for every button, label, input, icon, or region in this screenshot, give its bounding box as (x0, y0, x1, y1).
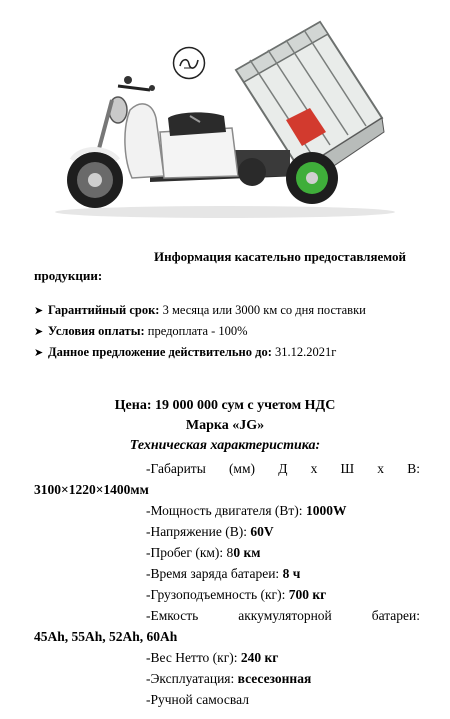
list-item: ➤ Условия оплаты: предоплата - 100% (34, 321, 434, 342)
rear-wheel (286, 152, 338, 204)
info-heading-line2: продукции: (34, 268, 103, 283)
brand-logo-icon (172, 46, 206, 80)
spec-net-weight: -Вес Нетто (кг): 240 кг (146, 650, 279, 665)
brand-line: Марка «JG» (185, 418, 265, 433)
list-item: ➤ Данное предложение действительно до: 31.12.2021г (34, 342, 434, 363)
arrow-bullet-icon: ➤ (34, 347, 44, 359)
price-line: Цена: 19 000 000 сум с учетом НДС (114, 398, 336, 413)
spec-dump: -Ручной самосвал (146, 692, 249, 707)
arrow-bullet-icon: ➤ (34, 305, 44, 317)
spec-battery: -Емкость аккумуляторной батареи: (146, 608, 420, 623)
spec-load-capacity: -Грузоподъемность (кг): 700 кг (146, 587, 327, 602)
spec-voltage: -Напряжение (В): 60V (146, 524, 274, 539)
front-body (125, 104, 238, 178)
conditions-list (34, 300, 434, 363)
list-item: ➤ Гарантийный срок: 3 месяца или 3000 км со дня поставки (34, 300, 434, 321)
spec-list (34, 458, 420, 710)
spec-dimensions: -Габариты (мм) Д х Ш х В: (146, 461, 420, 476)
tech-spec-heading: Техническая характеристика: (129, 438, 321, 453)
tricycle-image (0, 0, 450, 232)
spec-power: -Мощность двигателя (Вт): 1000W (146, 503, 347, 518)
spec-range: -Пробег (км): 80 км (146, 545, 261, 560)
info-heading (34, 247, 426, 285)
arrow-bullet-icon: ➤ (34, 326, 44, 338)
spec-dimensions-value: 3100×1220×1400мм (34, 482, 149, 497)
spec-battery-value: 45Ah, 55Ah, 52Ah, 60Ah (34, 629, 178, 644)
front-wheel (67, 150, 123, 209)
spec-charge-time: -Время заряда батареи: 8 ч (146, 566, 301, 581)
info-heading-line1: Информация касательно предоставляемой (154, 249, 406, 264)
spec-usage: -Эксплуатация: всесезонная (146, 671, 312, 686)
